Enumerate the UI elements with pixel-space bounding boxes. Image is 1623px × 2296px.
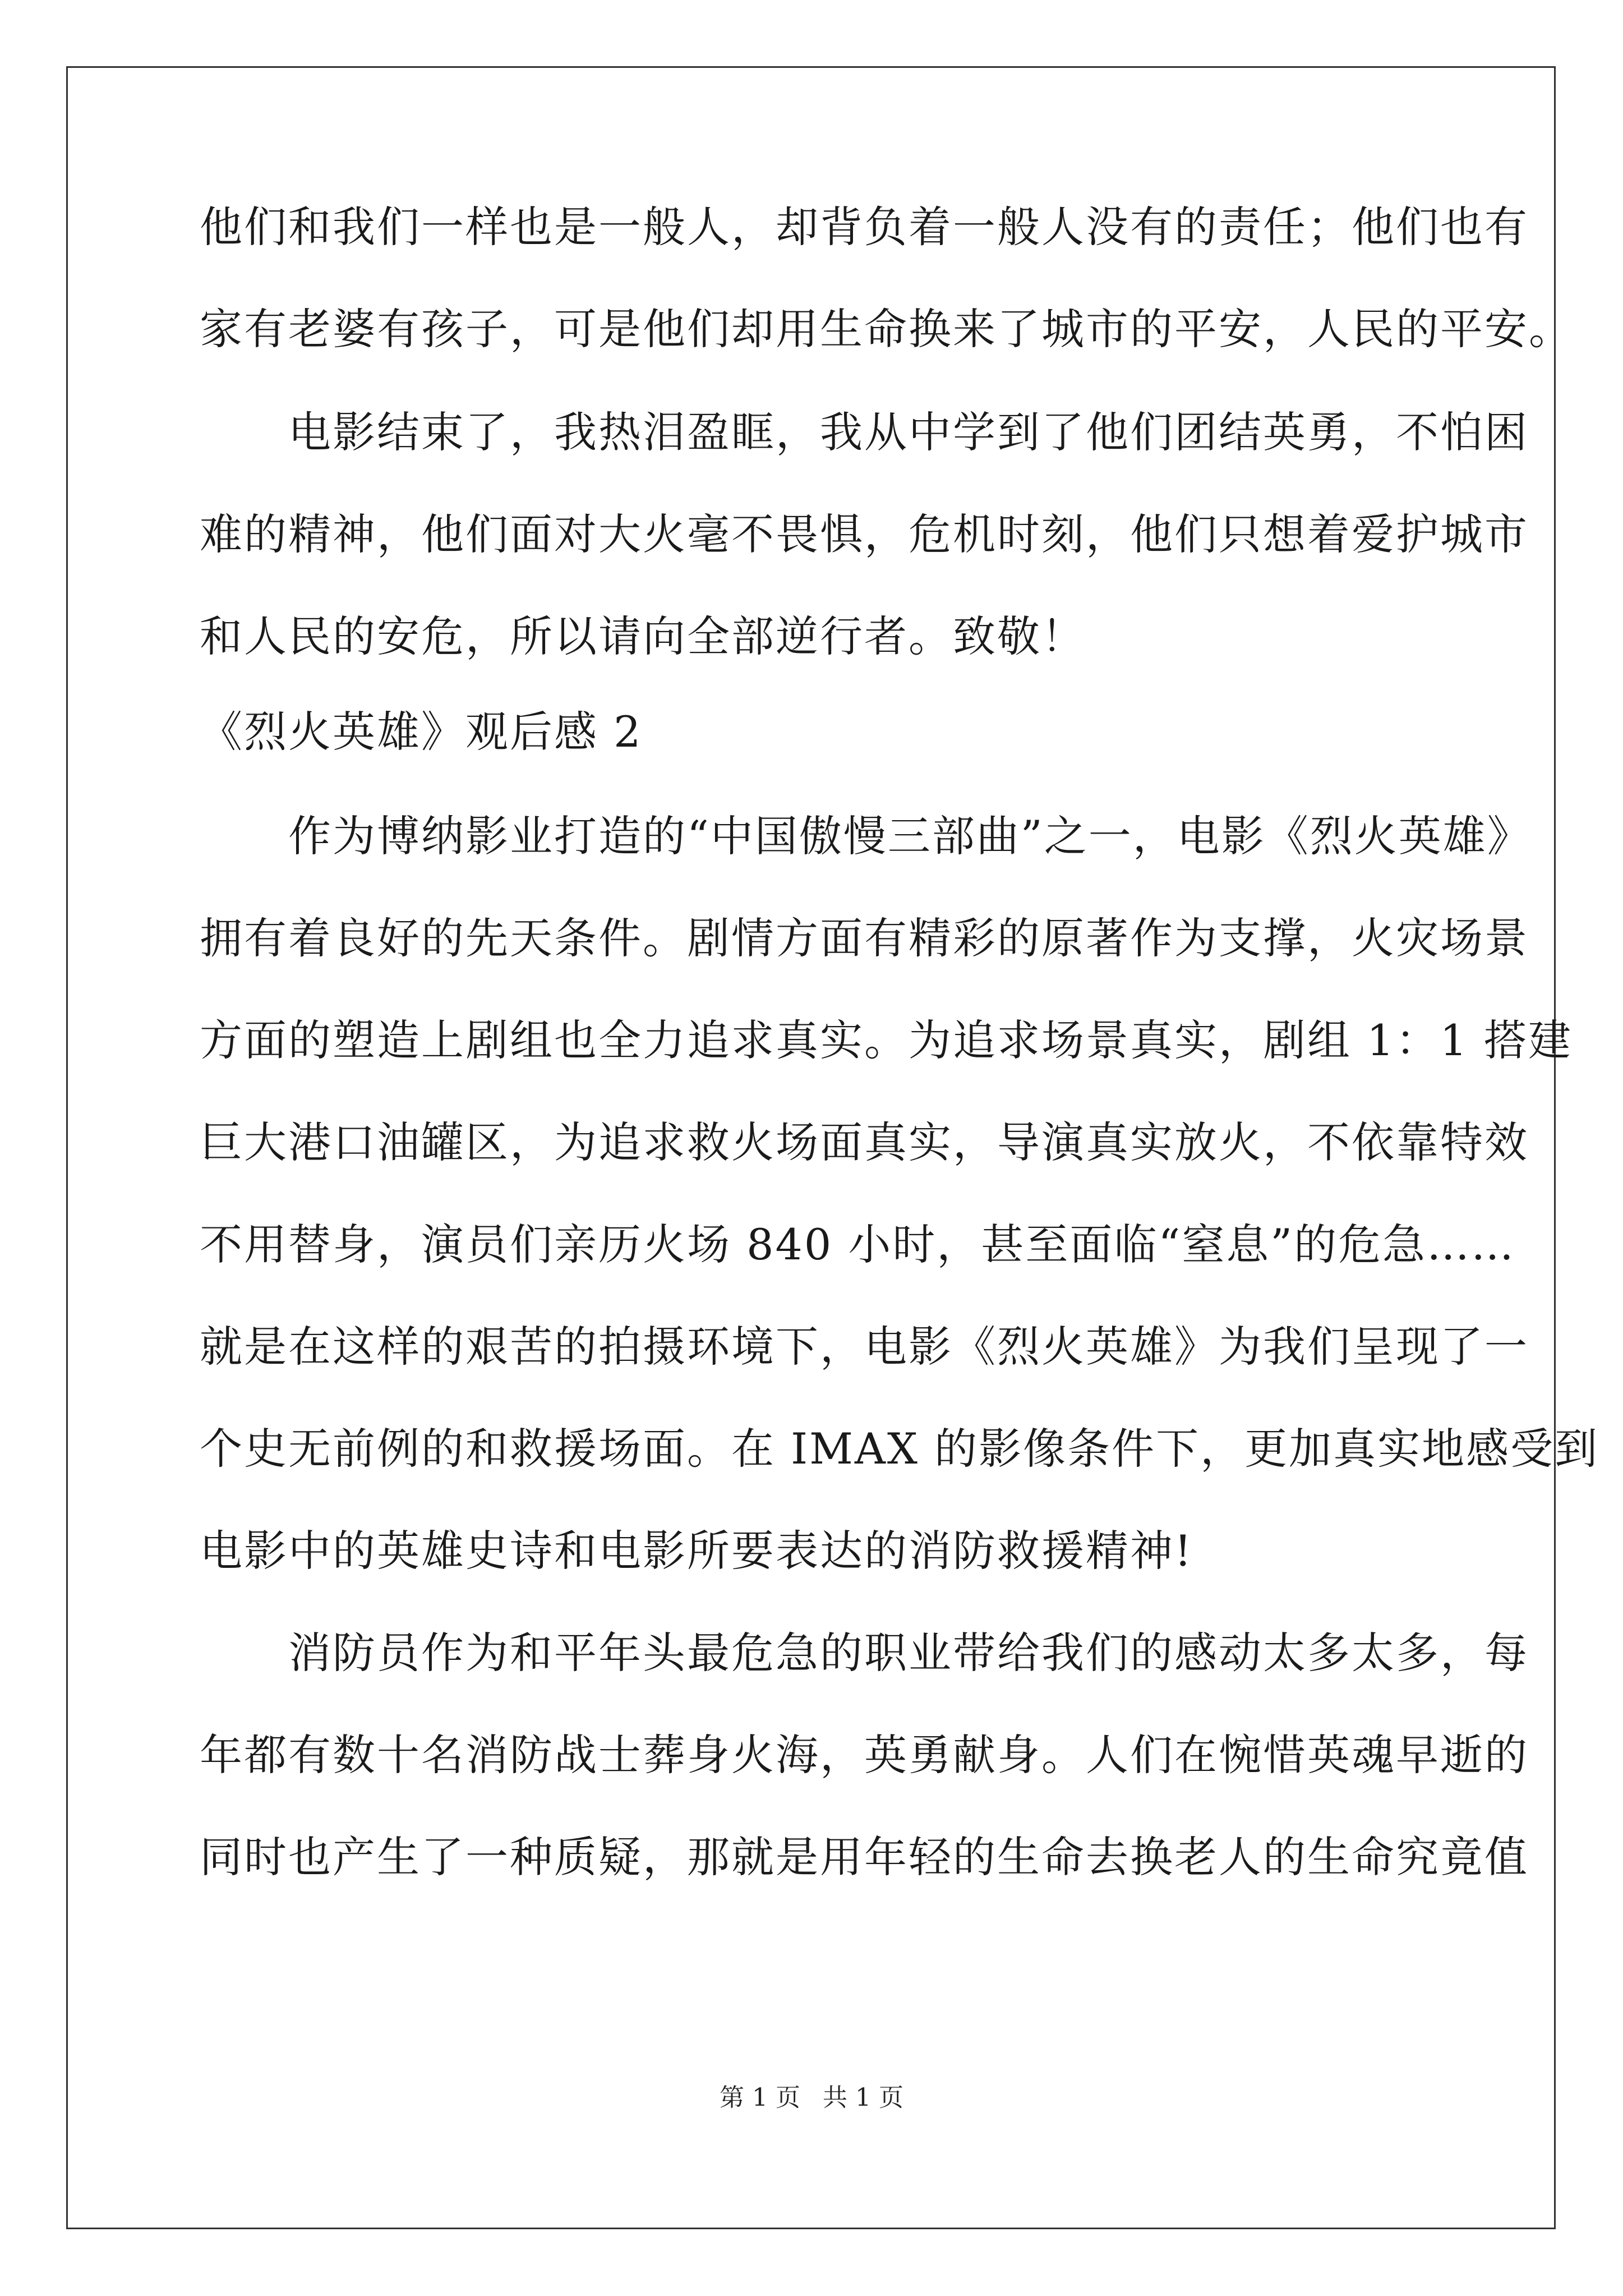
text-line: 电影中的英雄史诗和电影所要表达的消防救援精神! bbox=[200, 1526, 1193, 1576]
text-line: 和人民的安危，所以请向全部逆行者。致敬！ bbox=[200, 611, 1086, 661]
text-line: 拥有着良好的先天条件。剧情方面有精彩的原著作为支撑，火灾场景 bbox=[200, 913, 1529, 963]
text-line: 就是在这样的艰苦的拍摄环境下，电影《烈火英雄》为我们呈现了一 bbox=[200, 1322, 1529, 1372]
text-line: 巨大港口油罐区，为追求救火场面真实，导演真实放火，不依靠特效 bbox=[200, 1117, 1529, 1167]
text-line: 他们和我们一样也是一般人，却背负着一般人没有的责任；他们也有 bbox=[200, 202, 1529, 252]
page-total: 共 1 页 bbox=[823, 2083, 903, 2112]
text-line: 消防员作为和平年头最危急的职业带给我们的感动太多太多，每 bbox=[200, 1628, 1529, 1678]
text-line: 作为博纳影业打造的“中国傲慢三部曲”之一，电影《烈火英雄》 bbox=[200, 811, 1532, 861]
section-heading: 《烈火英雄》观后感 2 bbox=[200, 707, 643, 757]
text-line: 同时也产生了一种质疑，那就是用年轻的生命去换老人的生命究竟值 bbox=[200, 1832, 1529, 1882]
text-line: 个史无前例的和救援场面。在 IMAX 的影像条件下，更加真实地感受到 bbox=[200, 1424, 1599, 1474]
text-line: 年都有数十名消防战士葬身火海，英勇献身。人们在惋惜英魂早逝的 bbox=[200, 1730, 1529, 1780]
text-line: 不用替身，演员们亲历火场 840 小时，甚至面临“窒息”的危急…… bbox=[200, 1220, 1516, 1269]
text-line: 难的精神，他们面对大火毫不畏惧，危机时刻，他们只想着爱护城市 bbox=[200, 509, 1529, 559]
text-line: 电影结束了，我热泪盈眶，我从中学到了他们团结英勇，不怕困 bbox=[200, 407, 1529, 457]
page-number: 第 1 页 bbox=[720, 2083, 800, 2112]
page-footer bbox=[0, 2082, 1623, 2114]
text-line: 家有老婆有孩子，可是他们却用生命换来了城市的平安，人民的平安。 bbox=[200, 304, 1573, 354]
text-line: 方面的塑造上剧组也全力追求真实。为追求场景真实，剧组 1：1 搭建 bbox=[200, 1015, 1573, 1065]
